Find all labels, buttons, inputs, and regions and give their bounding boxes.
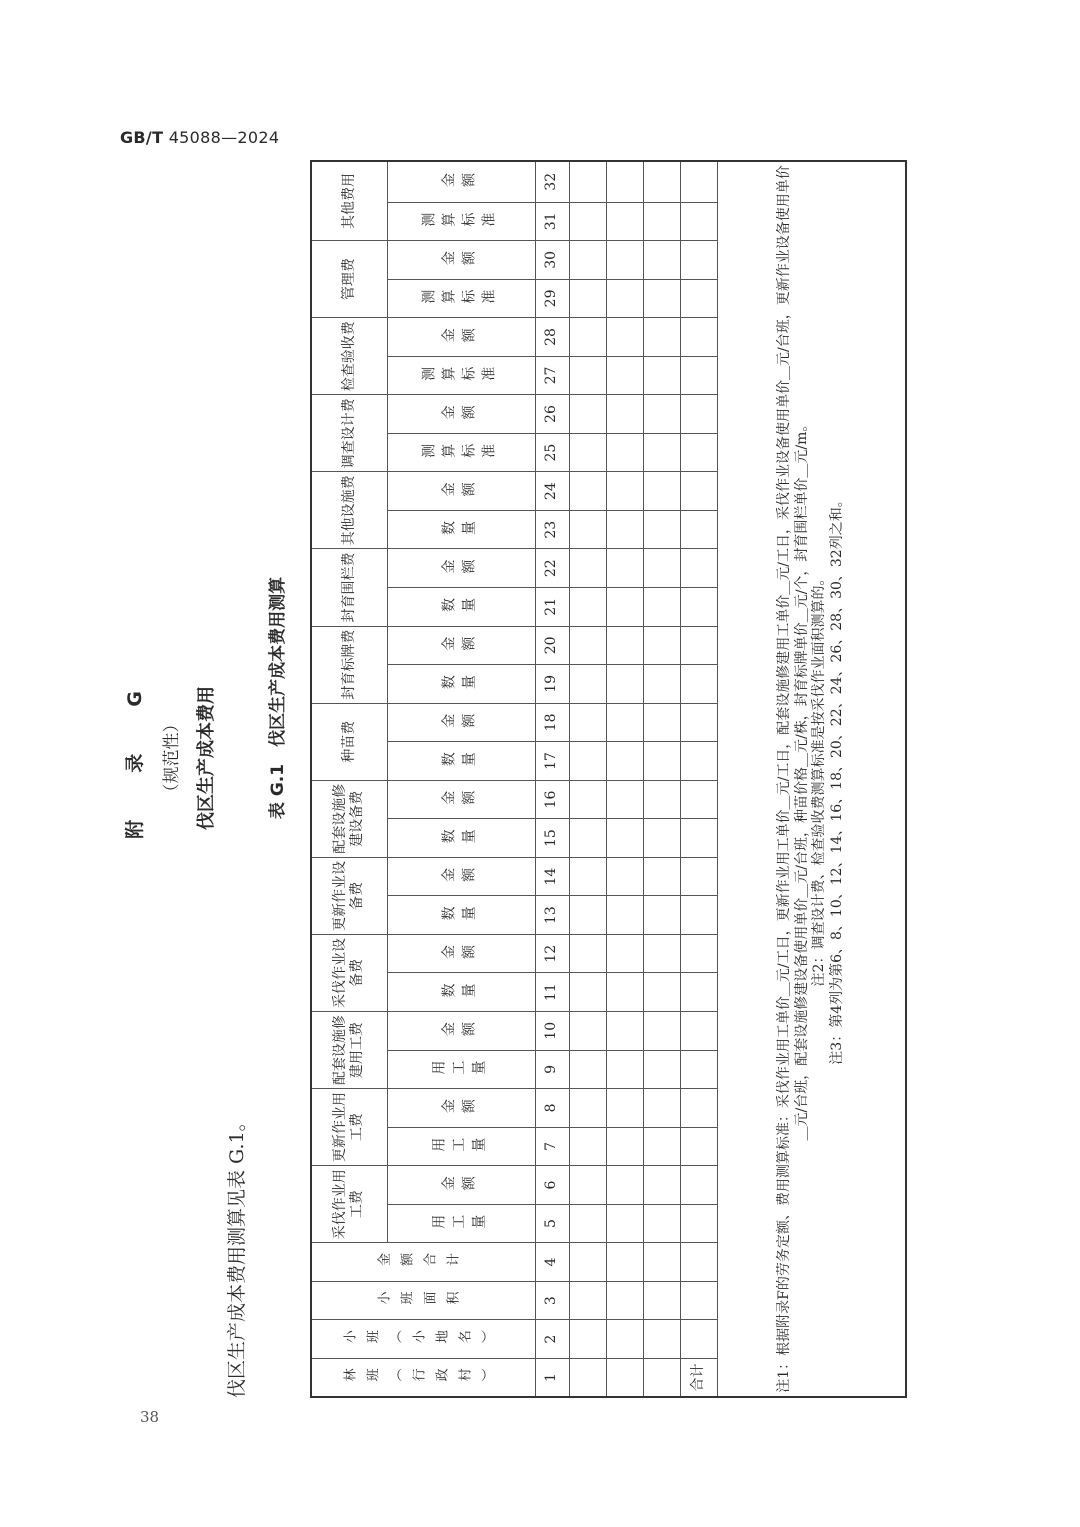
sub-header: 用工量	[387, 1050, 535, 1089]
sub-header: 金额	[387, 1012, 535, 1051]
appendix-nature: （规范性）	[162, 715, 182, 801]
col-number: 2	[535, 1320, 569, 1359]
note-1: 注1：根据附录F的劳务定额、费用测算标准：采伐作业用工单价＿元/工日，更新作业用工单价＿元/工日，配套设施修建用工单价＿元/工日，采伐作业设备使用单价＿元/台班，更新作业设备使用单价＿元/台班，配套设施修建设备使用单价＿元/台班，种苗价格＿元/株，封育标牌单价＿元/个，封育围栏单价＿元/m。	[776, 165, 810, 1393]
appendix-name: 伐区生产成本费用	[196, 686, 217, 830]
col-number: 10	[535, 1012, 569, 1051]
col-number: 9	[535, 1050, 569, 1089]
group-header: 调查设计费	[311, 395, 387, 472]
cost-table	[310, 160, 907, 1398]
header-cell: 小班（小地名）	[311, 1320, 535, 1359]
col-number: 7	[535, 1127, 569, 1166]
header-cell: 金额合计	[311, 1243, 535, 1282]
total-row	[680, 161, 717, 1397]
sub-header: 金额	[387, 1089, 535, 1128]
col-number: 19	[535, 665, 569, 704]
sub-header: 测算标准	[387, 356, 535, 395]
sub-header: 数量	[387, 973, 535, 1012]
col-number: 5	[535, 1204, 569, 1243]
appendix-heading	[120, 618, 218, 898]
group-header: 封育围栏费	[311, 549, 387, 626]
total-label: 合计	[680, 1358, 717, 1397]
sub-header: 金额	[387, 934, 535, 973]
col-number: 24	[535, 472, 569, 511]
table-title: 表 G.1 伐区生产成本费用测算	[268, 576, 288, 820]
sub-header: 金额	[387, 161, 535, 202]
col-number: 6	[535, 1166, 569, 1205]
header-cell: 林班（行政村）	[311, 1358, 535, 1397]
col-number: 27	[535, 356, 569, 395]
col-number: 29	[535, 279, 569, 318]
col-number: 17	[535, 742, 569, 781]
header-cell: 小班面积	[311, 1281, 535, 1320]
col-number: 31	[535, 202, 569, 241]
col-number: 30	[535, 241, 569, 280]
table-row	[606, 161, 643, 1397]
col-number: 23	[535, 510, 569, 549]
col-number: 21	[535, 588, 569, 627]
sub-header: 测算标准	[387, 279, 535, 318]
sub-header: 数量	[387, 665, 535, 704]
sub-header: 金额	[387, 857, 535, 896]
sub-header: 金额	[387, 241, 535, 280]
group-header: 其他费用	[311, 161, 387, 241]
sub-header: 金额	[387, 472, 535, 511]
sub-header: 金额	[387, 1166, 535, 1205]
group-header: 采伐作业设备费	[311, 934, 387, 1011]
sub-header: 测算标准	[387, 202, 535, 241]
column-number-row	[535, 161, 569, 1397]
sub-header-row	[387, 161, 535, 1397]
notes-row	[717, 161, 906, 1397]
group-header: 配套设施修建设备费	[311, 780, 387, 857]
cost-table-container	[310, 160, 907, 1398]
sub-header: 用工量	[387, 1127, 535, 1166]
col-number: 14	[535, 857, 569, 896]
sub-header: 用工量	[387, 1204, 535, 1243]
sub-header: 金额	[387, 626, 535, 665]
group-header: 配套设施修建用工费	[311, 1012, 387, 1089]
col-number: 20	[535, 626, 569, 665]
col-number: 25	[535, 433, 569, 472]
col-number: 11	[535, 973, 569, 1012]
col-number: 4	[535, 1243, 569, 1282]
group-header: 更新作业设备费	[311, 857, 387, 934]
sub-header: 数量	[387, 896, 535, 935]
group-header: 封育标牌费	[311, 626, 387, 703]
sub-header: 金额	[387, 703, 535, 742]
note-3: 注3：第4列为第6、8、10、12、14、16、18、20、22、24、26、28、30、32列之和。	[828, 493, 845, 1065]
page-number: 38	[140, 1408, 160, 1426]
group-header-row	[311, 161, 387, 1397]
group-header: 采伐作业用工费	[311, 1166, 387, 1243]
sub-header: 金额	[387, 780, 535, 819]
sub-header: 金额	[387, 318, 535, 357]
col-number: 28	[535, 318, 569, 357]
sub-header: 数量	[387, 819, 535, 858]
sub-header: 金额	[387, 395, 535, 434]
col-number: 13	[535, 896, 569, 935]
sub-header: 金额	[387, 549, 535, 588]
appendix-title: 附 录 G	[124, 677, 146, 839]
col-number: 26	[535, 395, 569, 434]
sub-header: 数量	[387, 588, 535, 627]
sub-header: 测算标准	[387, 433, 535, 472]
sub-header: 数量	[387, 742, 535, 781]
group-header: 种苗费	[311, 703, 387, 780]
group-header: 检查验收费	[311, 318, 387, 395]
col-number: 1	[535, 1358, 569, 1397]
table-notes	[717, 161, 906, 1397]
group-header: 其他设施费	[311, 472, 387, 549]
col-number: 8	[535, 1089, 569, 1128]
standard-code: GB/T 45088—2024	[120, 128, 280, 147]
col-number: 22	[535, 549, 569, 588]
col-number: 15	[535, 819, 569, 858]
group-header: 管理费	[311, 241, 387, 318]
col-number: 12	[535, 934, 569, 973]
table-row	[643, 161, 680, 1397]
col-number: 32	[535, 161, 569, 202]
col-number: 16	[535, 780, 569, 819]
note-2: 注2：调查设计费、检查验收费测算标准是按采伐作业面积测算的。	[811, 571, 828, 987]
group-header: 更新作业用工费	[311, 1089, 387, 1166]
table-row	[569, 161, 606, 1397]
intro-paragraph: 伐区生产成本费用测算见表 G.1。	[226, 1112, 248, 1398]
col-number: 18	[535, 703, 569, 742]
sub-header: 数量	[387, 510, 535, 549]
col-number: 3	[535, 1281, 569, 1320]
